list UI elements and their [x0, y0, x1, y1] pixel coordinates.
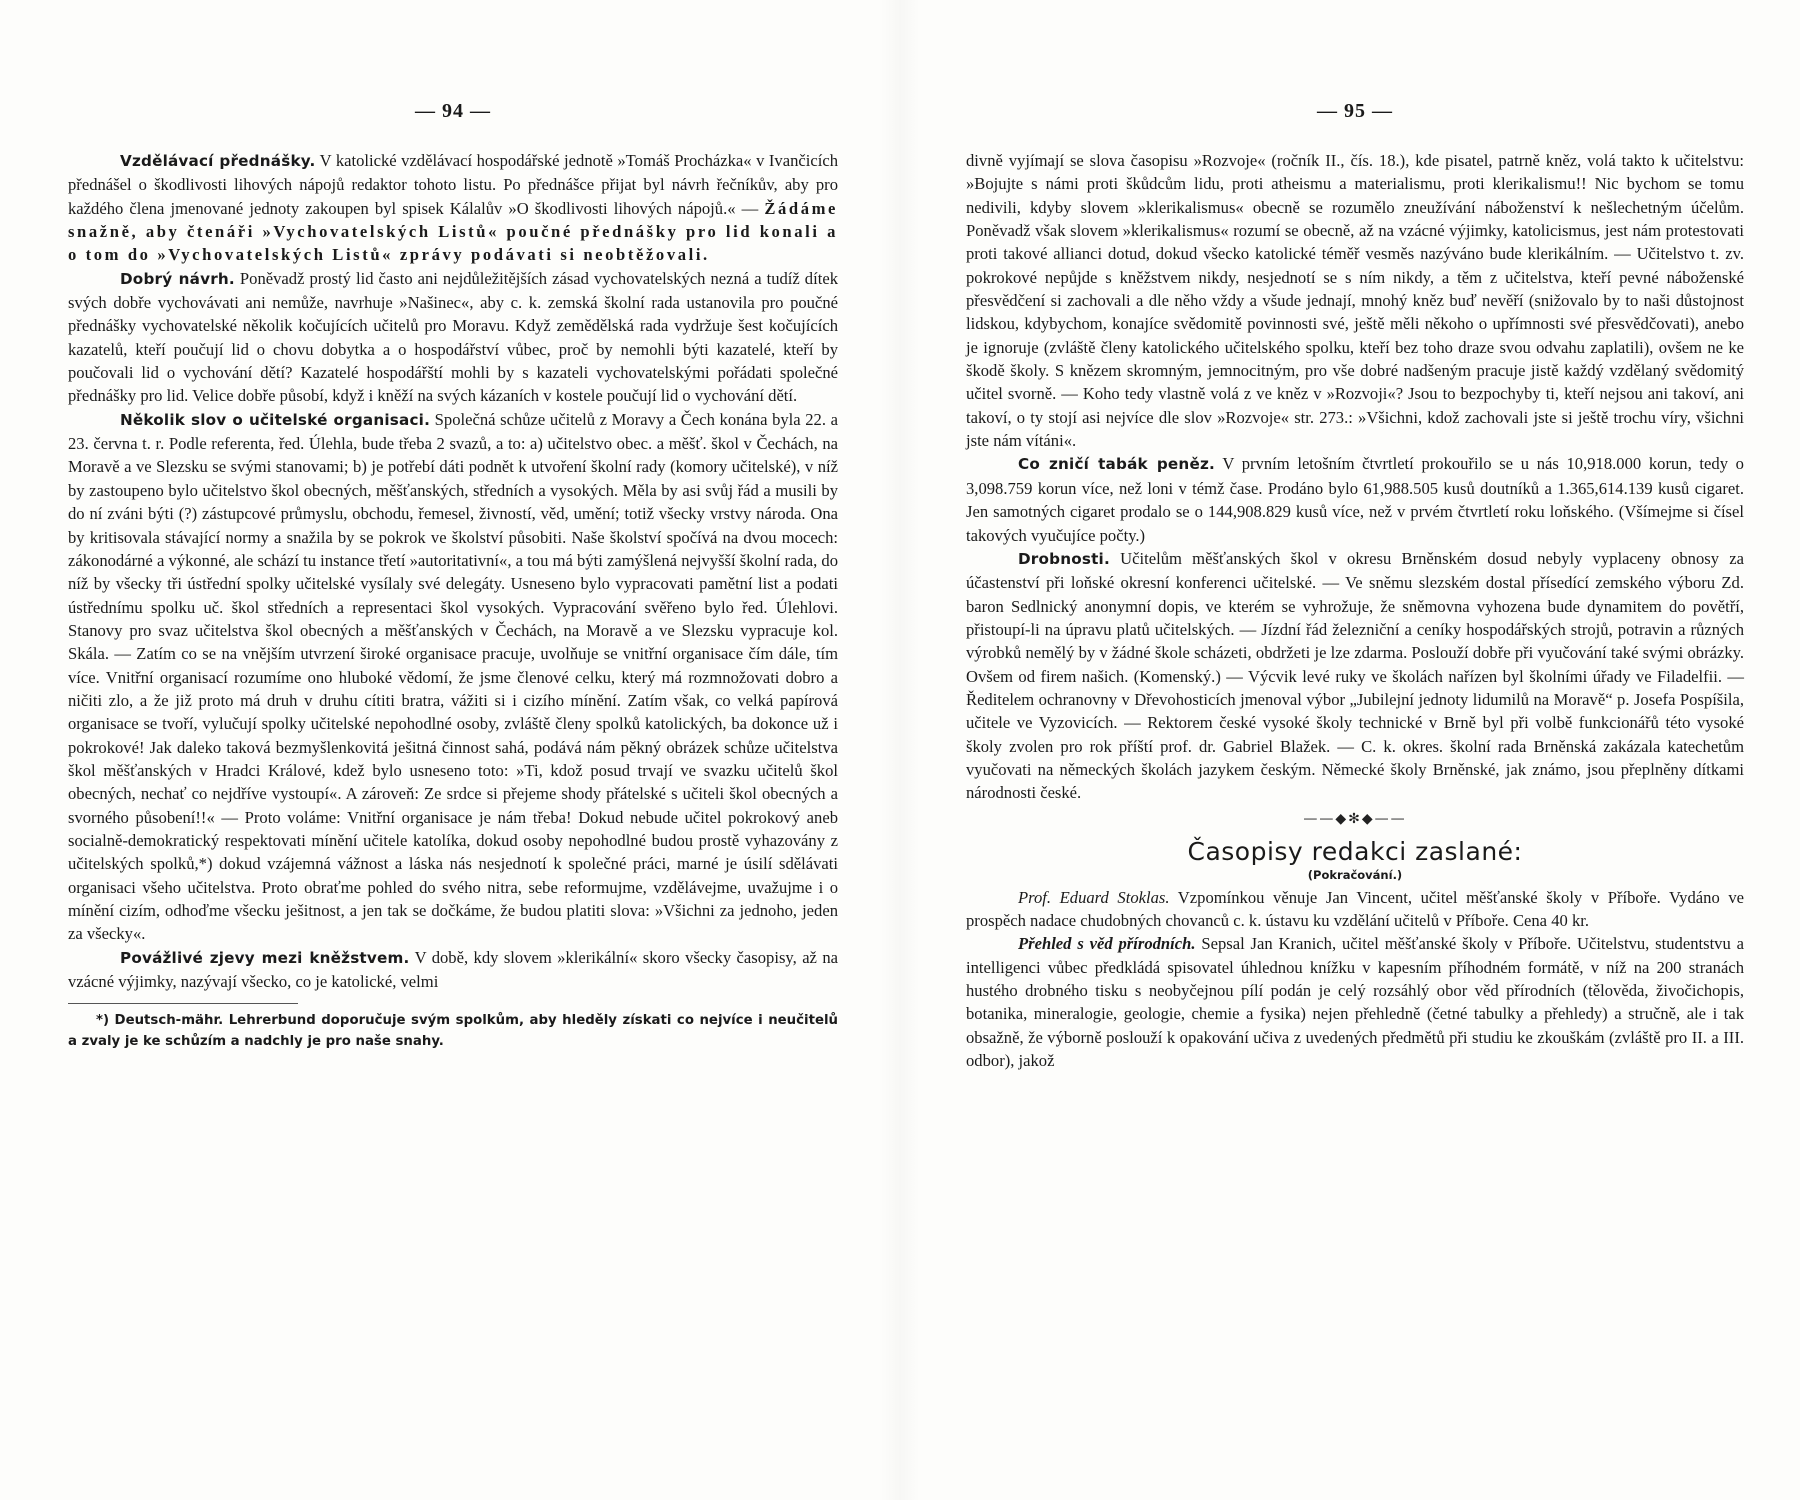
entry-stoklas — [966, 886, 1744, 933]
paragraph-lead: Dobrý návrh. — [120, 269, 235, 288]
entry-lead: Přehled s věd přírodních. — [1018, 934, 1196, 954]
footnote-divider — [68, 1003, 298, 1004]
right-page-number: — 95 — — [1317, 100, 1393, 122]
paragraph-body: Učitelům měšťanských škol v okresu Brněnském dosud nebyly vyplaceny obnosy za účastenství při loňské okresní konferenci učitelské. — Ve sněmu slezském dostal přísedící zemského výboru Zd. baron Sedlnický anonymní dopis, ve kterém se vyhrožuje, že sněmovna vyhozena bude dynamitem do povětří, přistoupí-li na úpravu platů učitelských. — Jízdní řád železniční a ceníky hospodářských strojů, potravin a různých výrobků nemělý by v žádné škole scházeti, obdržeti je lze zdarma. Poslouží dobře při vyučování také svými obrázky. Ovšem od firem našich. (Komenský.) — Výcvik levé ruky ve školách nařízen byl školními úřady ve Filadelfii. — Ředitelem ochranovny v Dřevohosticích jmenoval výbor „Jubilejní jednoty lidumilů na Moravě“ p. Josefa Pospíšila, učitele ve Vyzovicích. — Rektorem české vysoké školy technické v Brně byl při volbě funkcionářů této vysoké školy zvolen pro rok příští prof. dr. Gabriel Blažek. — C. k. okres. školní rada Brněnská zakázala katechetům vyučovati na německých školách jazykem českým. Německé školy Brněnské, jak známo, jsou přeplněny dítkami národnosti české. — [966, 548, 1744, 803]
paragraph-emphasis: Žádáme snažně, aby čtenáři »Vychovatelských Listů« poučné přednášky pro lid konali a o tom do »Vychovatelských Listů« zprávy podávati si neobtěžovali. — [68, 198, 838, 265]
section-ornament: ——◆✻◆—— — [1303, 810, 1407, 827]
section-heading: Časopisy redakci zaslané: — [1187, 836, 1523, 866]
paragraph-body: V době, kdy slovem »klerikální« skoro všecky časopisy, až na vzácné výjimky, nazývají všecko, co je katolické, velmi — [68, 947, 838, 992]
entry-natural-sciences — [966, 932, 1744, 1072]
right-page — [966, 100, 1744, 1072]
paragraph-body: Poněvadž prostý lid často ani nejdůležitějších zásad vychovatelských nezná a tudíž dítek svých dobře vychovávati ani nemůže, navrhuje »Našinec«, aby c. k. zemská školní rada ustanovila pro poučné přednášky vychovatelské několik kočujících učitelů pro Moravu. Když zemědělská rada vydržuje šest kočujících kazatelů, kteří poučují lid o chovu dobytka a o hospodářství vůbec, proč by nemohli býti kazatelé, kteří by poučovali lid o vychování dětí? Kazatelé hospodářští mohli by s kazateli vychovatelskými pořádati společné přednášky pro lid. Velice dobře působí, když i kněží na svých kázaních v kostele poučují lid o vychování dětí. — [68, 268, 838, 406]
paragraph-lead: Co zničí tabák peněz. — [1018, 455, 1215, 474]
left-page — [68, 100, 838, 1052]
gutter-shadow — [880, 0, 920, 1500]
paragraph-lead: Vzdělávací přednášky. — [120, 152, 316, 170]
paragraph-body: divně vyjímají se slova časopisu »Rozvoje« (ročník II., čís. 18.), kde pisatel, patrně kněz, volá takto k učitelstvu: »Bojujte s námi proti škůdcům lidu, proti atheismu a materialismu, proti klerikalismu!! Nic bychom se tomu nedivili, kdyby slovem »klerikalismus« obecně se rozumělo zneužívání náboženství k nešlechetným účelům. Poněvadž však slovem »klerikalismus« rozumí se obecně, až na vzácné výjimky, katolicismus, jest nám protestovati proti takové allianci dotud, dokud všecko katolické téměř vesměs nazýváno bude klerikálním. — Učitelstvo t. zv. pokrokové nepůjde s kněžstvem nikdy, nesjednotí se s ním nikdy, a těm z učitelstva, kteří pevné náboženské přesvědčení si zachovali a dle něho vždy a všude jednají, mnohý kněz buď nevěří (snižovalo by to naši důstojnost lidskou, kdybychom, konajíce svědomitě povinnosti své, ještě měli někoho o upřímnosti své přesvědčovati), anebo je ignoruje (zvláště členy katolického učitelského spolku, kteří bez toho draze svou odvahu zaplatili), ovšem ne ke škodě školy. S knězem skromným, jemnocitným, pro vše dobré nadšeným pracuje jistě každý vzdělaný svědomitý učitel svorně. — Koho tedy vlastně volá z ve kněz v »Rozvoji«? Jsou to bezpochyby ti, kteří nejsou ani takoví, ani takoví, o ty stojí asi nejvíce dle slov »Rozvoje« str. 273.: »Všichni, kdož zachovali jste si ještě trochu víry, všichni jste nám vítáni«. — [966, 151, 1744, 451]
paragraph-teacher-organisation — [68, 408, 838, 946]
paragraph-lead: Drobnosti. — [1018, 549, 1110, 568]
paragraph-clergy-phenomena — [68, 946, 838, 994]
footnote: *) Deutsch-mähr. Lehrerbund doporučuje svým spolkům, aby hleděly získati co nejvíce i neučitelů a zvaly je ke schůzím a nadchly je pro naše snahy. — [68, 1013, 838, 1050]
paragraph-lead: Povážlivé zjevy mezi kněžstvem. — [120, 948, 410, 967]
entry-body: Vzpomínkou věnuje Jan Vincent, učitel měšťanské školy v Příboře. Vydáno ve prospěch nadace chudobných chovanců c. k. ústavu ku vzdělání učitelů v Příboře. Cena 40 kr. — [966, 887, 1745, 930]
paragraph-good-proposal — [68, 267, 838, 408]
section-subheading: (Pokračování.) — [1307, 867, 1403, 882]
paragraph-body: Společná schůze učitelů z Moravy a Čech konána byla 22. a 23. června t. r. Podle referenta, řed. Úlehla, bude třeba 2 svazů, a to: a) učitelstvo obec. a měšť. škol v Čechách, na Moravě a ve Slezsku se svými stanovami; b) je potřebí dáti podnět k utvoření školní rady (komory učitelské), v níž by zastoupeno bylo učitelstvo škol obecných, měšťanských, středních a vysokých. Měla by asi svůj řád a musili by do ní zváni býti (?) zástupcové průmyslu, obchodu, řemesel, živností, věd, umění; totiž všecky vrstvy národa. Ona by kritisovala stávající normy a snažila by se pokrok ve školství působiti. Naše školství spočívá na dvou mocech: zákonodárné a výkonné, ale schází tu instance třetí »autoritativní«, a tou má býti zamýšlená nejvyšší školní rada, do níž by všecky tři ústřední spolky učitelské vysílaly své delegáty. Usneseno bylo vypracovati pamětní list a podati ústřednímu spolku uč. škol středních a representaci škol vysokých. Vypracování svěřeno bylo řed. Úlehlovi. Stanovy pro svaz učitelstva škol obecných a měšťanských v Čechách, na Moravě a ve Slezsku vypracuje kol. Skála. — Zatím co se na vnějším utvrzení široké organisace pracuje, uvolňuje se vnitřní organisace čím dále, tím více. Vnitřní organisací rozumíme ono hluboké vědomí, že jsme členové celku, který má rozmnožovati dobro a ničiti zlo, a že již proto má druh v druhu cítiti bratra, vážiti si i cizího mínění. Zatím však, co velká papírová organisace se tvoří, vylučují spolky učitelské nepohodlné osoby, zvláště členy spolků katolických, ba dokonce už i pokrokové! Jak daleko taková bezmyšlenkovitá ješitná činnost sahá, podává nám pěkný obrázek schůze učitelstva škol měšťanských v Hradci Králové, kdež bylo usneseno toto: »Ti, kdož posud trvají ve svazku učitelů škol obecných, nechať co nejdříve vystoupí«. A zároveň: Ze srdce si přejeme shody přátelské s učiteli škol obecných a svorného působení!!« — Proto voláme: Vnitřní organisace je nám třeba! Dokud nebude učitel pokrokový aneb socialně-demokratický respektovati mínění učitele katolíka, dokud osoby nepohodlné budou prostě vyhazovány z učitelských spolků,*) dokud vzájemná vážnost a láska nás nesjednotí k společné práci, marné je úsilí sdělávati organisaci všeho učitelstva. Proto obraťme pohled do svého nitra, sebe reformujme, vzdělávejme, uvažujme i o mínění cizím, odhoďme všecku ješitnost, a jen tak se dočkáme, že budou platiti slova: »Všichni za jednoho, jeden za všecky«. — [68, 409, 838, 944]
left-page-number: — 94 — — [415, 100, 491, 122]
paragraph-education-lectures — [68, 149, 838, 267]
paragraph-body: V katolické vzdělávací hospodářské jednotě »Tomáš Procházka« v Ivančicích přednášel o škodlivosti lihových nápojů redaktor tohoto listu. Po přednášce přijat byl návrh řečníkův, aby pro každého člena jmenované jednoty zakoupen byl spisek Kálalův »O škodlivosti lihových nápojů.« — — [68, 151, 838, 218]
entry-body: Sepsal Jan Kranich, učitel měšťanské školy v Příboře. Učitelstvu, studentstvu a intelligenci vůbec předkládá spisovatel úhlednou knížku v kapesním příhodném formátě, v níž na 200 stranách hustého drobného tisku s neobyčejnou pílí podán je celý rozsáhlý obor věd přírodních (tělověda, živočichopis, botanika, mineralogie, geologie, chemie a fysika) nejen přehledně (četné tabulky a přehledy) a stručně, ale i tak obsažně, že výborně poslouží k opakování učiva z uvedených předmětů při studiu ke zkouškám (zvláště pro II. a III. odbor), jakož — [966, 934, 1744, 1071]
entry-lead: Prof. Eduard Stoklas. — [1018, 887, 1170, 907]
paragraph-continuation — [966, 149, 1744, 452]
paragraph-tobacco — [966, 452, 1744, 546]
paragraph-body: V prvním letošním čtvrtletí prokouřilo se u nás 10,918.000 korun, tedy o 3,098.759 korun více, než loni v témž čase. Prodáno bylo 61,988.505 kusů doutníků a 1.365,614.139 kusů cigaret. Jen samotných cigaret prodalo se o 144,908.829 kusů více, než v prvém čtvrtletí roku loňského. (Všímejme si čísel takových vyučujíce počty.) — [966, 454, 1744, 545]
paragraph-lead: Několik slov o učitelské organisaci. — [120, 410, 431, 429]
paragraph-miscellany — [966, 547, 1744, 805]
